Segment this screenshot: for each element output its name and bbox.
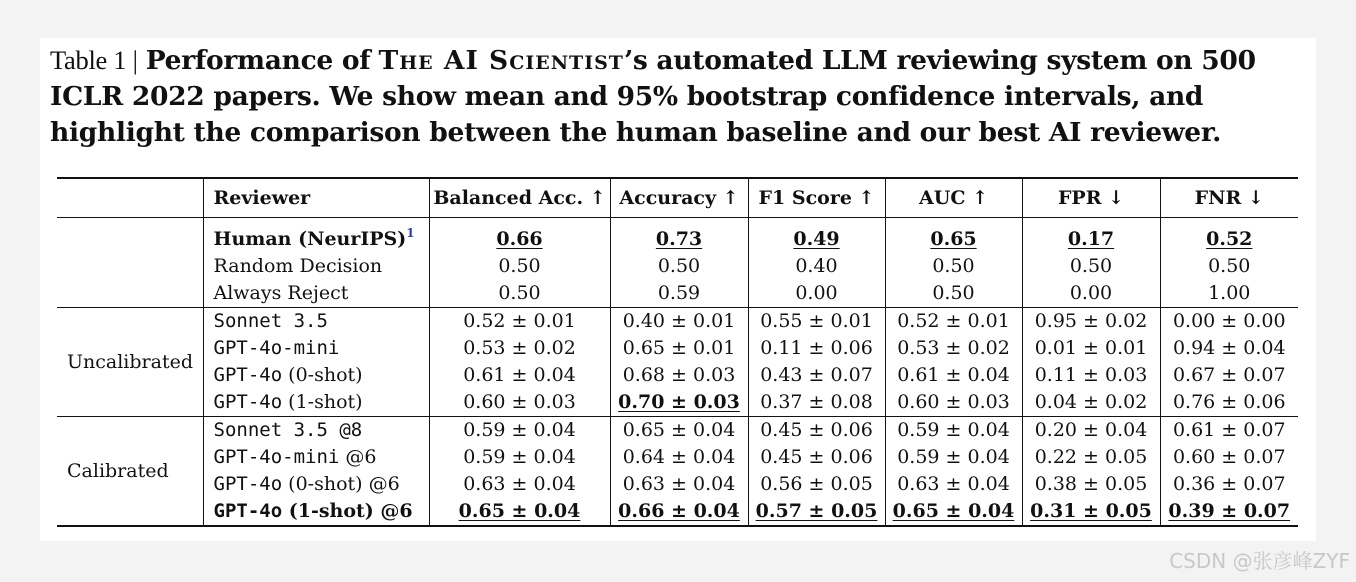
value-cell: 0.56 ± 0.05 [748, 471, 885, 498]
value-cell: 0.64 ± 0.04 [610, 444, 748, 471]
value-cell: 0.00 ± 0.00 [1160, 308, 1298, 336]
value-cell: 0.66 [496, 228, 543, 250]
value-cell: 0.57 ± 0.05 [755, 500, 878, 522]
header-group [57, 178, 203, 218]
value-cell: 0.04 ± 0.02 [1022, 389, 1160, 417]
value-cell: 0.52 [1206, 228, 1253, 250]
table-row [57, 498, 1298, 526]
value-cell: 0.59 ± 0.04 [429, 444, 610, 471]
value-cell: 0.61 ± 0.07 [1160, 417, 1298, 445]
reviewer-cell [203, 471, 429, 498]
value-cell: 0.65 ± 0.04 [892, 500, 1015, 522]
reviewer-cell [203, 389, 429, 417]
reviewer-name: Sonnet 3.5 [213, 419, 328, 441]
value-cell: 0.59 [610, 280, 748, 308]
value-cell: 0.60 ± 0.07 [1160, 444, 1298, 471]
value-cell: 0.31 ± 0.05 [1030, 500, 1152, 522]
table-row [57, 471, 1298, 498]
value-cell: 0.52 ± 0.01 [429, 308, 610, 336]
reviewer-suffix: (1-shot) @6 [282, 500, 413, 522]
table-row [57, 417, 1298, 445]
value-cell: 0.40 ± 0.01 [610, 308, 748, 336]
table-row [57, 218, 1298, 254]
value-cell: 0.65 ± 0.01 [610, 335, 748, 362]
reviewer-name: GPT-4o [213, 391, 283, 413]
value-cell: 0.59 ± 0.04 [885, 417, 1022, 445]
header-balanced-acc: Balanced Acc. ↑ [429, 178, 610, 218]
value-cell: 0.40 [748, 253, 885, 280]
value-cell: 0.11 ± 0.06 [748, 335, 885, 362]
value-cell: 0.61 ± 0.04 [429, 362, 610, 389]
value-cell: 0.59 ± 0.04 [429, 417, 610, 445]
value-cell: 0.63 ± 0.04 [885, 471, 1022, 498]
reviewer-suffix: (0-shot) @6 [282, 473, 400, 495]
value-cell: 1.00 [1160, 280, 1298, 308]
table-row [57, 362, 1298, 389]
reviewer-name: Human (NeurIPS) [213, 228, 407, 250]
value-cell: 0.50 [885, 253, 1022, 280]
table-row [57, 389, 1298, 417]
value-cell: 0.49 [793, 228, 840, 250]
caption-text-a: Performance of [145, 45, 371, 76]
header-fpr: FPR ↓ [1022, 178, 1160, 218]
table-row [57, 308, 1298, 336]
reviewer-name: GPT-4o-mini [203, 335, 429, 362]
value-cell: 0.50 [610, 253, 748, 280]
value-cell: 0.36 ± 0.07 [1160, 471, 1298, 498]
value-cell: 0.94 ± 0.04 [1160, 335, 1298, 362]
reviewer-name: GPT-4o [213, 473, 283, 495]
reviewer-cell [203, 498, 429, 526]
reviewer-name: Always Reject [203, 280, 429, 308]
header-accuracy: Accuracy ↑ [610, 178, 748, 218]
reviewer-suffix: @6 [339, 446, 377, 468]
value-cell: 0.37 ± 0.08 [748, 389, 885, 417]
table-row [57, 335, 1298, 362]
value-cell: 0.66 ± 0.04 [618, 500, 740, 522]
reviewer-suffix: (0-shot) [282, 364, 363, 386]
reviewer-name: GPT-4o-mini [213, 446, 340, 468]
value-cell: 0.61 ± 0.04 [885, 362, 1022, 389]
value-cell: 0.65 ± 0.04 [458, 500, 581, 522]
value-cell: 0.59 ± 0.04 [885, 444, 1022, 471]
value-cell: 0.50 [885, 280, 1022, 308]
value-cell: 0.70 ± 0.03 [618, 391, 740, 413]
header-f1: F1 Score ↑ [748, 178, 885, 218]
value-cell: 0.01 ± 0.01 [1022, 335, 1160, 362]
value-cell: 0.60 ± 0.03 [429, 389, 610, 417]
table-caption [50, 42, 1306, 151]
value-cell: 0.50 [1022, 253, 1160, 280]
value-cell: 0.68 ± 0.03 [610, 362, 748, 389]
value-cell: 0.52 ± 0.01 [885, 308, 1022, 336]
reviewer-name: GPT-4o [213, 500, 283, 522]
reviewer-name: GPT-4o [213, 364, 283, 386]
header-auc: AUC ↑ [885, 178, 1022, 218]
value-cell: 0.00 [748, 280, 885, 308]
value-cell: 0.53 ± 0.02 [429, 335, 610, 362]
value-cell: 0.50 [429, 253, 610, 280]
footnote-mark: 1 [406, 226, 415, 240]
table-row [57, 253, 1298, 280]
reviewer-cell [203, 417, 429, 445]
table-row [57, 444, 1298, 471]
reviewer-cell [203, 444, 429, 471]
header-reviewer: Reviewer [203, 178, 429, 218]
reviewer-cell [203, 218, 429, 254]
caption-text-b: ’s automated LLM reviewing system on 500 ICLR 2022 papers. We show mean and 95% bootstrap confidence intervals, and highlight the comparison between the human baseline and our best AI reviewer. [50, 45, 1256, 148]
value-cell: 0.65 [930, 228, 977, 250]
results-table [57, 177, 1298, 527]
table-row [57, 280, 1298, 308]
table-figure [40, 38, 1316, 541]
value-cell: 0.43 ± 0.07 [748, 362, 885, 389]
value-cell: 0.50 [1160, 253, 1298, 280]
header-fnr: FNR ↓ [1160, 178, 1298, 218]
reviewer-cell [203, 362, 429, 389]
value-cell: 0.45 ± 0.06 [748, 444, 885, 471]
value-cell: 0.38 ± 0.05 [1022, 471, 1160, 498]
value-cell: 0.00 [1022, 280, 1160, 308]
value-cell: 0.17 [1067, 228, 1115, 250]
value-cell: 0.45 ± 0.06 [748, 417, 885, 445]
value-cell: 0.76 ± 0.06 [1160, 389, 1298, 417]
value-cell: 0.22 ± 0.05 [1022, 444, 1160, 471]
value-cell: 0.63 ± 0.04 [429, 471, 610, 498]
value-cell: 0.95 ± 0.02 [1022, 308, 1160, 336]
value-cell: 0.50 [429, 280, 610, 308]
value-cell: 0.55 ± 0.01 [748, 308, 885, 336]
caption-system-name: The AI Scientist [378, 45, 624, 76]
value-cell: 0.39 ± 0.07 [1168, 500, 1291, 522]
reviewer-suffix: (1-shot) [282, 391, 363, 413]
value-cell: 0.65 ± 0.04 [610, 417, 748, 445]
value-cell: 0.60 ± 0.03 [885, 389, 1022, 417]
group-label-baseline [57, 218, 203, 308]
value-cell: 0.11 ± 0.03 [1022, 362, 1160, 389]
caption-label: Table 1 | [50, 45, 138, 75]
value-cell: 0.63 ± 0.04 [610, 471, 748, 498]
value-cell: 0.53 ± 0.02 [885, 335, 1022, 362]
group-label-uncalibrated: Uncalibrated [57, 308, 203, 417]
value-cell: 0.20 ± 0.04 [1022, 417, 1160, 445]
watermark: CSDN @张彦峰ZYF [1169, 549, 1350, 573]
reviewer-suffix: @8 [327, 419, 363, 441]
reviewer-name: Sonnet 3.5 [203, 308, 429, 336]
reviewer-name: Random Decision [203, 253, 429, 280]
group-label-calibrated: Calibrated [57, 417, 203, 527]
value-cell: 0.67 ± 0.07 [1160, 362, 1298, 389]
value-cell: 0.73 [655, 228, 703, 250]
